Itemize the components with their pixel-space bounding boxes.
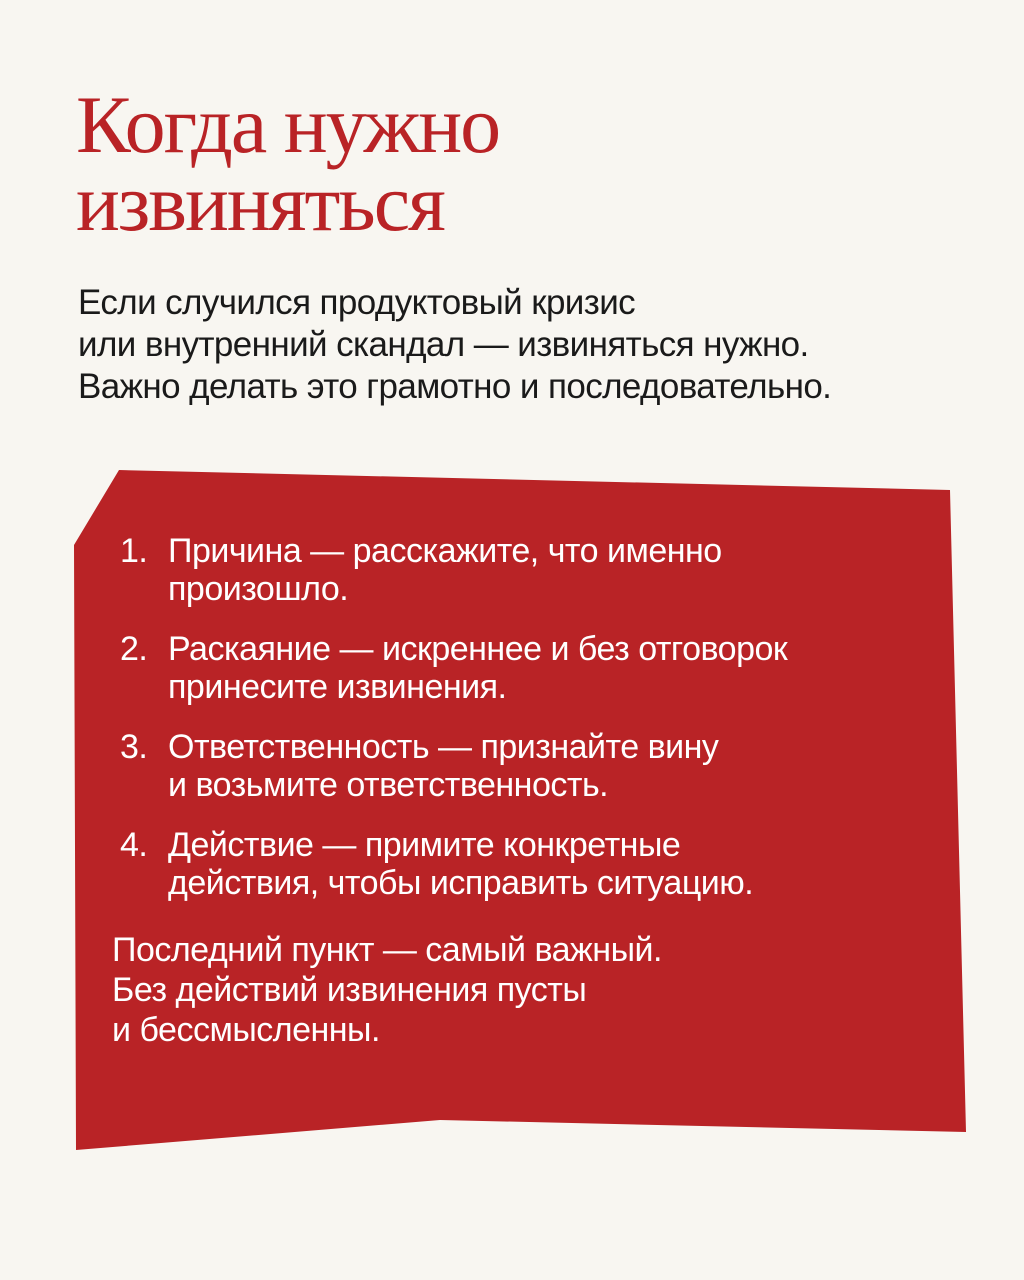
intro-line-1: Если случился продуктовый кризис bbox=[78, 283, 636, 322]
step-number: 2. bbox=[120, 630, 148, 668]
conclusion-line-3: и бессмысленны. bbox=[112, 1011, 380, 1049]
step-item bbox=[112, 630, 932, 706]
step-number: 3. bbox=[120, 728, 148, 766]
conclusion-line-1: Последний пункт — самый важный. bbox=[112, 931, 662, 969]
step-number: 1. bbox=[120, 532, 148, 570]
step-line: Действие — примите конкретные bbox=[168, 826, 681, 864]
step-line: Причина — расскажите, что именно bbox=[168, 532, 722, 570]
step-line: действия, чтобы исправить ситуацию. bbox=[168, 864, 754, 902]
step-line: Раскаяние — искреннее и без отговорок bbox=[168, 630, 788, 668]
step-item bbox=[112, 826, 932, 902]
step-text bbox=[168, 630, 787, 706]
step-line: принесите извинения. bbox=[168, 668, 507, 706]
step-text bbox=[168, 728, 718, 804]
title-line-2: извиняться bbox=[76, 157, 444, 248]
step-line: произошло. bbox=[168, 570, 349, 608]
step-item bbox=[112, 728, 932, 804]
conclusion-text bbox=[112, 930, 932, 1050]
conclusion-line-2: Без действий извинения пусты bbox=[112, 971, 587, 1009]
step-line: Ответственность — признайте вину bbox=[168, 728, 719, 766]
steps-list bbox=[112, 532, 932, 924]
step-line: и возьмите ответственность. bbox=[168, 766, 609, 804]
step-text bbox=[168, 532, 722, 608]
intro-line-3: Важно делать это грамотно и последовательно. bbox=[78, 367, 832, 406]
title-line-1: Когда нужно bbox=[76, 79, 500, 170]
intro-line-2: или внутренний скандал — извиняться нужно. bbox=[78, 325, 809, 364]
step-number: 4. bbox=[120, 826, 148, 864]
step-item bbox=[112, 532, 932, 608]
step-text bbox=[168, 826, 753, 902]
